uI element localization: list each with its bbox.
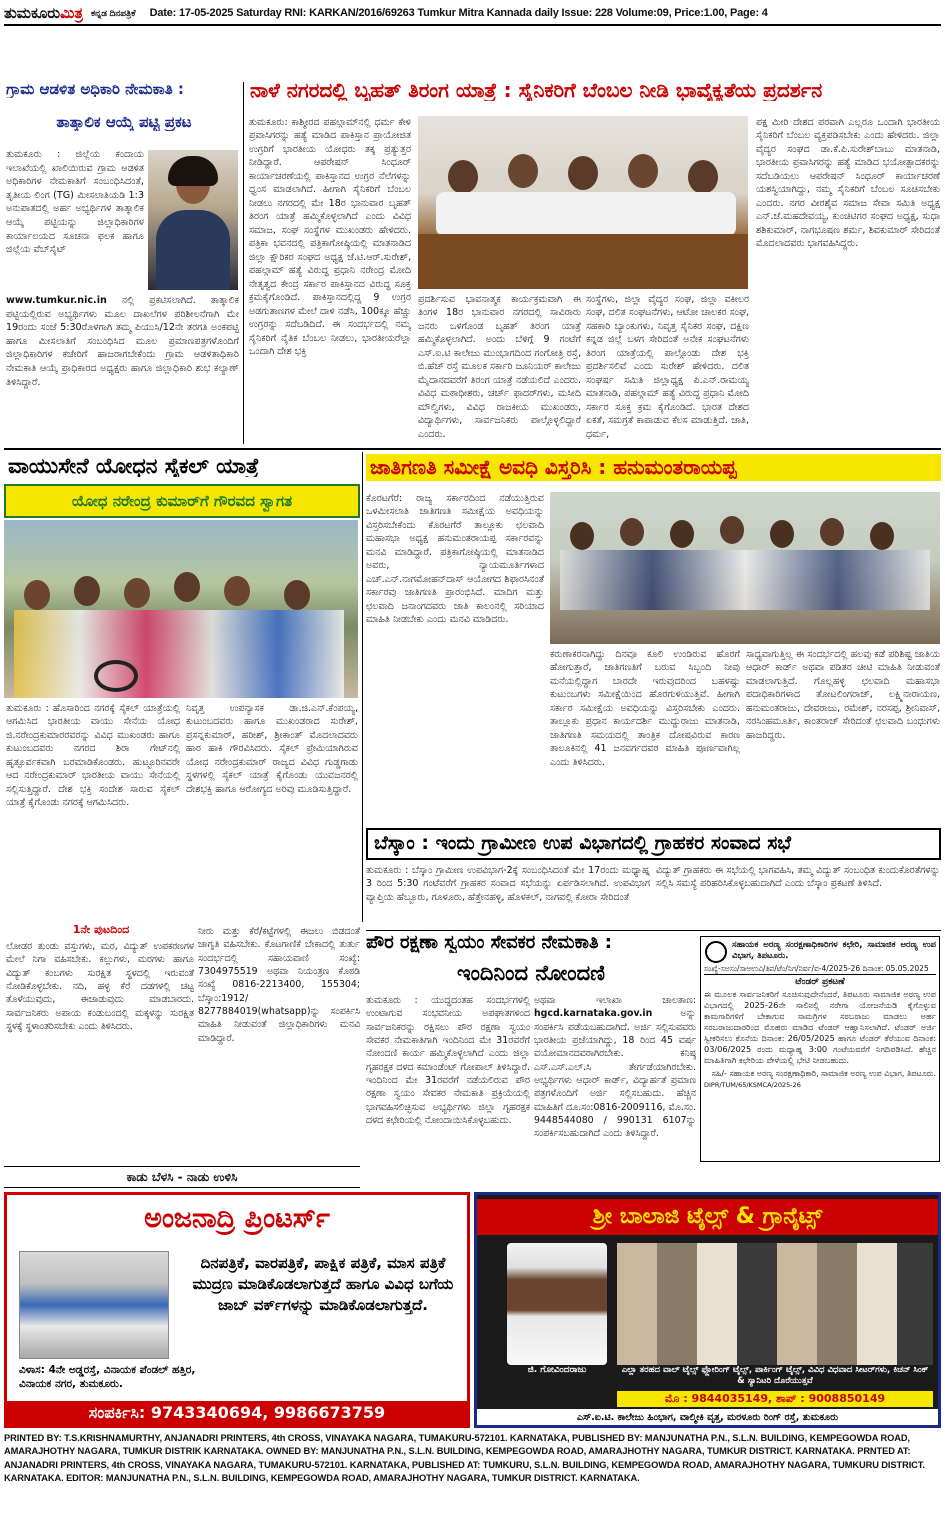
logo-subtitle: ಕನ್ನಡ ದಿನಪತ್ರಿಕೆ [90, 7, 136, 18]
story6-col2-wrap [534, 994, 696, 1162]
story6-col2: ಅನ್ನು ಸಂಪರ್ಕಿಸಿ ಪಡೆಯಬಹುದಾಗಿದೆ. ಅರ್ಜಿ ಸಲ್ಲಿಸುವವರು ಭಾರತೀಯ ಪ್ರಜೆಯಾಗಿದ್ದು, 18 ರಿಂದ 45 ವರ್ಷ ವಯೋಮಾನದವರಾಗಿರಬೇಕು. ಕನಿಷ್ಠ ಎಸ್.ಎಸ್.ಎಲ್.ಸಿ ತೇರ್ಗಡೆಯಾಗಿರಬೇಕು. ಅಭ್ಯರ್ಥಿಗಳು ಆಧಾರ್ ಕಾರ್ಡ್, ವಿದ್ಯಾರ್ಹತೆ ಪ್ರಮಾಣ ಪತ್ರಗಳೊಂದಿಗೆ ಅರ್ಜಿ ಸಲ್ಲಿಸಬಹುದು. ಹೆಚ್ಚಿನ ಮಾಹಿತಿಗೆ ದೂ.ಸಂ:0816-2009116, ಮೊ.ಸಂ. 9448544080 / 990131 6107ನ್ನು ಸಂಪರ್ಕಿಸಬಹುದಾಗಿದೆ ಎಂದು ತಿಳಿಸಿದ್ದಾರೆ. [534, 1008, 696, 1140]
ad1-address: ವಿಳಾಸ: 4ನೇ ಅಡ್ಡರಸ್ತೆ, ವಿನಾಯಕ ಪೆಂಡಲ್ ಹತ್ತಿರ, ವಿನಾಯಕ ನಗರ, ತುಮಕೂರು. [19, 1364, 196, 1391]
masthead [4, 2, 941, 26]
ad1-title: ಅಂಜನಾದ್ರಿ ಪ್ರಿಂಟರ್ಸ್ [144, 1203, 330, 1234]
tender-sign: ಸಹಿ/- ಸಹಾಯಕ ಅರಣ್ಯ ಸಂರಕ್ಷಣಾಧಿಕಾರಿ, ಸಾಮಾಜಿಕ ಅರಣ್ಯ ಉಪ ವಿಭಾಗ, ತಿಪಟೂರು. [711, 1069, 936, 1079]
story7-col1: ಲೋಡರ ತುಂಡು ವಸ್ತುಗಳು, ಮರ, ವಿದ್ಯುತ್ ಉಪಕರಣಗಳ ಮೇಲೆ ನಿಗಾ ವಹಿಸಬೇಕು. ಕಲ್ಲುಗಳು, ಮರಗಳು ಹಾಗೂ ವಿದ್ಯುತ್ ಕಂಬಗಳು ಸುರಕ್ಷಿತ ಸ್ಥಳದಲ್ಲಿ ಇರುವಂತೆ ನೋಡಿಕೊಳ್ಳಬೇಕು. ನದಿ, ಹಳ್ಳ ಕೆರೆ ದಡಗಳಲ್ಲಿ ಚಟ್ಟ ತೊಳೆಯುವುದು, ಈಜಾಡುವುದು ಮಾಡಬಾರದು. ಸಾರ್ವಜನಿಕರು ಅಪಾಯ ಕಂಡುಬಂದಲ್ಲಿ ಮಕ್ಕಳನ್ನು ಸುರಕ್ಷಿತ ಸ್ಥಳಕ್ಕೆ ಸ್ಥಳಾಂತರಿಸಬೇಕು ಎಂದು ತಿಳಿಸಿದರು. [6, 941, 194, 1033]
story3-subhead: ಯೋಧ ನರೇಂದ್ರ ಕುಮಾರ್‌ಗೆ ಗೌರವದ ಸ್ವಾಗತ [71, 492, 293, 510]
ad2-title: ಶ್ರೀ ಬಾಲಾಜಿ ಟೈಲ್ಸ್ & ಗ್ರಾನೈಟ್ಸ್ [477, 1199, 938, 1235]
story4-col2: ಕರುಣಾಕರನಾಗಿದ್ದು ದಿನವೂ ಕೂಲಿ ಉಂಡಿರುವ ಹೊರಗೆ ಹೋಗುತ್ತಾರೆ, ಜಾತಿಗಣತಿಗೆ ಬರುವ ಸಿಬ್ಬಂದಿ ನೀವು ಮನೆಯಲ್ಲಿದ್ದಾಗ ಬಾರದೇ ಇರುವುದರಿಂದ ಬಹಳಷ್ಟು ಕುಟುಂಬಗಳು ಸಮೀಕ್ಷೆಯಿಂದ ಹೊರಗುಳಿಯುತ್ತಿವೆ. ಹೀಗಾಗಿ ಸರ್ಕಾರ ಸಮೀಕ್ಷೆಯ ಅವಧಿಯನ್ನು ವಿಸ್ತರಿಸಬೇಕು ಎಂದರು. ತಾಲ್ಲೂಕು ಪ್ರಧಾನ ಕಾರ್ಯದರ್ಶಿ ಮುದ್ದುರಾಜು ಮಾತನಾಡಿ, ಜಾತಿಗಣತಿ ಸಮಯದಲ್ಲಿ ತಾಂತ್ರಿಕ ದೋಷವಿರುವ ಕಾರಣ ತಾಲೂಕಿನಲ್ಲಿ 41 ಜನವರ್ಗದವರ ಮಾಹಿತಿ ಪೂರ್ಣವಾಗಿಲ್ಲ ಎಂದು ತಿಳಿಸಿದರು. [550, 649, 740, 768]
horizontal-rule [366, 930, 941, 931]
story1-link[interactable]: www.tumkur.nic.in [6, 295, 107, 306]
ad2-owner: ಜಿ. ಗೋವಿಂದರಾಜು [527, 1365, 587, 1375]
story1-body: ನಲ್ಲಿ ಪ್ರಕಟಿಸಲಾಗಿದೆ. ತಾತ್ಕಾಲಿಕ ಪಟ್ಟಿಯಲ್ಲಿರುವ ಅಭ್ಯರ್ಥಿಗಳು ಮೂಲ ದಾಖಲೆಗಳ ಪರಿಶೀಲನೆಗಾಗಿ ಮೇ 19ರಂದು ಸಂಜೆ 5:30ರೊಳಗಾಗಿ ತಮ್ಮ ಪಿಯುಸಿ/12ನೇ ತರಗತಿ ಅಂಕಪಟ್ಟಿ ಹಾಗೂ ಮೀಸಲಾತಿಗೆ ಸಂಬಂಧಿಸಿದ ಮೂಲ ಪ್ರಮಾಣಪತ್ರಗಳೊಂದಿಗೆ ಜಿಲ್ಲಾಧಿಕಾರಿಗಳ ಕಚೇರಿಗೆ ಹಾಜರಾಗಬೇಕೆಂದು ಗ್ರಾಮ ಆಡಳಿತಾಧಿಕಾರಿ ನೇಮಕಾತಿ ಆಯ್ಕೆ ಪ್ರಾಧಿಕಾರದ ಅಧ್ಯಕ್ಷರು ಹಾಗೂ ಜಿಲ್ಲಾಧಿಕಾರಿ ಶುಭ ಕಲ್ಯಾಣ್ ತಿಳಿಸಿದ್ದಾರೆ. [6, 295, 239, 388]
story5-col1: ತುಮಕೂರು : ಬೆಸ್ಕಾಂ ಗ್ರಾಮೀಣ ಉಪವಿಭಾಗ-2ಕ್ಕೆ ಸಂಬಂಧಿಸಿದಂತೆ ಮೇ 17ರಂದು ಮಧ್ಯಾಹ್ನ 3 ರಿಂದ 5:30 ಗಂಟೆವರೆಗೆ ಗ್ರಾಹಕರ ಸಂವಾದ ಸಭೆಯನ್ನು ಏರ್ಪಡಿಸಲಾಗಿದೆ. ಉಪವಿಭಾಗ ವ್ಯಾಪ್ತಿಯ ಹೆಬ್ಬೂರು, ಗೂಳೂರು, ಹೆತ್ತೇನಹಳ್ಳಿ, ಹೊಳಕಲ್, ನಾಗವಲ್ಲಿ ಕೋರಾ ಸೇರಿದಂತೆ [366, 865, 650, 903]
story4-headline: ಜಾತಿಗಣತಿ ಸಮೀಕ್ಷೆ ಅವಧಿ ವಿಸ್ತರಿಸಿ : ಹನುಮಂತರಾಯಪ್ಪ [366, 454, 941, 481]
meeting-photo [550, 492, 940, 644]
slogan: ಕಾಡು ಬೆಳಸಿ - ನಾಡು ಉಳಿಸಿ [126, 1169, 238, 1184]
logo: ತುಮಕೂರುಮಿತ್ರ [4, 4, 83, 22]
story6-headline-1: ಪೌರ ರಕ್ಷಣಾ ಸ್ವಯಂ ಸೇವಕರ ನೇಮಕಾತಿ : [366, 934, 612, 953]
tiles-display [617, 1243, 933, 1365]
column-divider [362, 452, 363, 922]
balaji-tiles-ad [474, 1192, 941, 1428]
tender-title: ಟೆಂಡರ್ ಪ್ರಕಟಣೆ [795, 976, 845, 987]
cycle-yatra-photo [4, 520, 358, 698]
anjanadri-printers-ad [4, 1192, 470, 1428]
ad2-desc: ಎಲ್ಲಾ ತರಹದ ವಾಲ್ ಟೈಲ್ಸ್ ಫ್ಲೋರಿಂಗ್ ಟೈಲ್ಸ್, ಪಾರ್ಕಿಂಗ್ ಟೈಲ್ಸ್, ವಿವಿಧ ವಿಧವಾದ ಸೀಟರ್‌ಗಳು, ಕಿಚನ್ ಸಿಂಕ್ & ಸ್ಯಾನಿಟರಿ ದೊರೆಯುತ್ತವೆ [621, 1365, 929, 1387]
story2-headline: ನಾಳೆ ನಗರದಲ್ಲಿ ಬೃಹತ್ ತಿರಂಗ ಯಾತ್ರೆ : ಸೈನಿಕರಿಗೆ ಬೆಂಬಲ ನೀಡಿ ಭಾವೈಕ್ಯತೆಯ ಪ್ರದರ್ಶನ [250, 80, 823, 101]
story1-lead: ತುಮಕೂರು : ಜಿಲ್ಲೆಯ ಕಂದಾಯ ಇಲಾಖೆಯಲ್ಲಿ ಖಾಲಿಯಿರುವ ಗ್ರಾಮ ಆಡಳಿತ ಅಧಿಕಾರಿಗಳ ನೇಮಕಾತಿಗೆ ಸಂಬಂಧಿಸಿದಂತೆ, ತೃತೀಯ ಲಿಂಗ (TG) ಮೀಸಲಾತಿಯಡಿ 1:3 ಅನುಪಾತದಲ್ಲಿ ಅರ್ಹ ಅಭ್ಯರ್ಥಿಗಳ ತಾತ್ಕಾಲಿಕ ಆಯ್ಕೆ ಪಟ್ಟಿಯನ್ನು ಜಿಲ್ಲಾಧಿಕಾರಿಗಳ ಕಾರ್ಯಾಲಯದ ಸೂಚನಾ ಫಲಕ ಹಾಗೂ ಜಿಲ್ಲೆಯ ವೆಬ್‌ಸೈಟ್ [6, 149, 144, 256]
story3-col1: ತುಮಕೂರು : ಹೊಸಾರಿಂದ ನಗರಕ್ಕೆ ಸೈಕಲ್ ಯಾತ್ರೆಯಲ್ಲಿ ಆಗಮಿಸಿದ ಭಾರತೀಯ ವಾಯು ಸೇನೆಯ ಯೋಧ ಜಿ.ನರೇಂದ್ರಕುಮಾರರವರನ್ನು ವಿವಿಧ ಮುಖಂಡರು ಹಾಗೂ ಕುಟುಂಬದವರು ನಗರದ ಶಿರಾ ಗೇಟ್‌ನಲ್ಲಿ ಹೃತ್ಪೂರ್ವಕವಾಗಿ ಬರಮಾಡಿಕೊಂಡರು. ಹುಟ್ಟೂರಿನವರೇ ಆದ ನರೇಂದ್ರಕುಮಾರ್ ಭಾರತೀಯ ವಾಯು ಸೇನೆಯಲ್ಲಿ ಸಲ್ಲಿಸುತ್ತಿದ್ದಾರೆ. ದೇಶ ಭಕ್ತಿ ಸಂದೇಶ ಸಾರುವ ಸೈಕಲ್ ಯಾತ್ರೆ ಕೈಗೊಂಡು ನಗರಕ್ಕೆ ಆಗಮಿಸಿದರು. [6, 703, 180, 809]
tender-ref: ಸಂಖ್ಯೆ-ಸಅಸಂ/ಸಾಅಉವಿ/ತಿಪ/ಟೆಂ/ನಿಗ/ನಿರ್ವ/ವ-4/2025-26 ದಿನಾಂಕ: 05.05.2025 [704, 964, 936, 974]
story2-col2: ಪ್ರದರ್ಶಿಸುವ ಭಾವನಾತ್ಮಕ ಕಾರ್ಯಕ್ರಮವಾಗಿ ಈ ತಿಂಗಳ 18ರ ಭಾನುವಾರ ನಗರದಲ್ಲಿ ಸಾವಿರಾರು ಜನರು ಒಳಗೊಂಡ ಬೃಹತ್ ತಿರಂಗ ಯಾತ್ರೆ ಹಮ್ಮಿಕೊಳ್ಳಲಾಗಿದೆ. ಅಂದು ಬೆಳಿಗ್ಗೆ 9 ಗಂಟೆಗೆ ಎಸ್.ಐ.ಟಿ ಕಾಲೇಜು ಮುಂಭಾಗದಿಂದ ಗಂಗೋತ್ರಿ ರಸ್ತೆ, ಬಿ.ಹೆಚ್ ರಸ್ತೆ ಮೂಲಕ ಸರ್ಕಾರಿ ಜೂನಿಯರ್ ಕಾಲೇಜು ಮೈದಾನದವರೆಗೆ ತಿರಂಗ ಯಾತ್ರೆ ನಡೆಯಲಿದೆ ಎಂದರು. ವಿವಿಧ ಮಠಾಧೀಶರು, ಚರ್ಚ್ ಫಾದರ್‌ಗಳು, ಮಸೀದಿ ಮೌಲ್ವಿಗಳು, ವಿವಿಧ ರಾಜಕೀಯ ಮುಖಂಡರು, ವಿದ್ಯಾರ್ಥಿಗಳು, ಸಾರ್ವಜನಿಕರು ಪಾಲ್ಗೊಳ್ಳಲಿದ್ದಾರೆ ಎಂದರು. [418, 294, 581, 440]
story2-col1: ತುಮಕೂರು: ಕಾಶ್ಮೀರದ ಪಹಲ್ಗಾಮ್‌ನಲ್ಲಿ ಧರ್ಮ ಕೇಳಿ ಪ್ರವಾಸಿಗರನ್ನು ಹತ್ಯೆ ಮಾಡಿದ ಪಾಕಿಸ್ತಾನ ಪ್ರಾಯೋಜಿತ ಉಗ್ರರಿಗೆ ಭಾರತೀಯ ಯೋಧರು ತಕ್ಕ ಪ್ರತ್ಯುತ್ತರ ನೀಡಿದ್ದಾರೆ. ಆಪರೇಷನ್ ಸಿಂಧೂರ್ ಕಾರ್ಯಾಚರಣೆಯಲ್ಲಿ ಪಾಕಿಸ್ತಾನದ ಉಗ್ರರ ನೆಲೆಗಳನ್ನು ಧ್ವಂಸ ಮಾಡಲಾಗಿದೆ. ಹೀಗಾಗಿ ಸೈನಿಕರಿಗೆ ಬೆಂಬಲ ನೀಡಲು ನಗರದಲ್ಲಿ ಮೇ 18ರ ಭಾನುವಾರ ಬೃಹತ್ ತಿರಂಗ ಯಾತ್ರೆ ಹಮ್ಮಿಕೊಳ್ಳಲಾಗಿದೆ ಎಂದು ವಿವಿಧ ಸಮಾಜ, ಸಂಘ ಸಂಸ್ಥೆಗಳ ಮುಖಂಡರು ಹೇಳಿದರು. ಪತ್ರಿಕಾ ಭವನದಲ್ಲಿ ಪತ್ರಿಕಾಗೋಷ್ಠಿಯಲ್ಲಿ ಮಾತನಾಡಿದ ಜಿಲ್ಲಾ ಕ್ಷೌರಿಕರ ಸಂಘದ ಅಧ್ಯಕ್ಷ ಜೆ.ಟಿ.ಆರ್.ಸುರೇಶ್, ಪಹಲ್ಗಾಮ್ ಹತ್ಯೆ ವಿರುದ್ಧ ಪ್ರಧಾನಿ ನರೇಂದ್ರ ಮೋದಿ ನೇತೃತ್ವದ ಕೇಂದ್ರ ಸರ್ಕಾರ ಪಾಕಿಸ್ತಾನದ ವಿರುದ್ಧ ಸೂಕ್ತ ಕ್ರಮಕೈಗೊಂಡಿದೆ. ಪಾಕಿಸ್ತಾನದಲ್ಲಿದ್ದ 9 ಉಗ್ರರ ಅಡಗುತಾಣಗಳ ಮೇಲೆ ದಾಳಿ ನಡೆಸಿ, 100ಕ್ಕೂ ಹೆಚ್ಚು ಉಗ್ರರನ್ನು ಸದೆಬಡಿದಿದೆ. ಈ ಸಂದರ್ಭದಲ್ಲಿ ನಮ್ಮ ಸೈನಿಕರಿಗೆ ನೈತಿಕ ಬೆಂಬಲ ನೀಡಲು, ಭಾರತೀಯರೆಲ್ಲಾ ಒಂದಾಗಿ ದೇಶ ಭಕ್ತಿ [249, 117, 411, 358]
printer-shop-photo [19, 1251, 169, 1359]
horizontal-rule [4, 448, 941, 450]
slogan-band [4, 1166, 360, 1188]
owner-photo [507, 1243, 607, 1365]
story4-col1: ಕೊರಟಗೆರೆ: ರಾಜ್ಯ ಸರ್ಕಾರದಿಂದ ನಡೆಯುತ್ತಿರುವ ಒಳಮೀಸಲಾತಿ ಜಾತಿಗಣತಿ ಸಮೀಕ್ಷೆಯ ಅವಧಿಯನ್ನು ವಿಸ್ತರಿಸಬೇಕೆಂದು ಕೊರಟಗೆರೆ ತಾಲ್ಲೂಕು ಛಲವಾದಿ ಮಹಾಸಭಾ ಅಧ್ಯಕ್ಷ ಹನುಮಂತರಾಯಪ್ಪ ಸರ್ಕಾರವನ್ನು ಮನವಿ ಮಾಡಿದ್ದಾರೆ. ಪತ್ರಿಕಾಗೋಷ್ಠಿಯಲ್ಲಿ ಮಾತನಾಡಿದ ಅವರು, ನ್ಯಾಯಮೂರ್ತಿಗಳಾದ ಎಚ್.ಎನ್.ನಾಗಮೋಹನ್‌ದಾಸ್ ಆಯೋಗದ ಶಿಫಾರಸಿನಂತೆ ಸರ್ಕಾರವು ಜಾತಿಗಣತಿ ಪ್ರಾರಂಭಿಸಿದೆ. ಮಾದಿಗ ಮತ್ತು ಛಲವಾದಿ ಜನಾಂಗದವರು ಜಾತಿ ಕಾಲಂನಲ್ಲಿ ಸರಿಯಾದ ಮಾಹಿತಿ ನೀಡಬೇಕು ಎಂದು ಮನವಿ ಮಾಡಿದರು. [366, 493, 544, 626]
print-line: PRINTED BY: T.S.KRISHNAMURTHY, ANJANADRI PRINTERS, 4th CROSS, VINAYAKA NAGARA, TUMAKURU-572101. KARNATAKA, PUBLISHED BY: MANJUNATHA P.N., S.L.N. BUILDING, KEMPEGOWDA ROAD, AMARAJHOTHY NAGARA, TUMKUR DISTRIK KARNATAKA. OWNED BY: MANJUNATHA P.N., S.L.N. BUILDING, KEMPEGOWDA ROAD, AMARAJHOTHY NAGARA, TUMKUR DISTRICT. KARNATAKA. PRNTED AT: ANJANADRI PRINTERS, 4th CROSS, VINAYAKA NAGARA, TUMAKURU-572101. KARNATAKA, PUBLISHED AT: TUMKURU, S.L.N. BUILDING, KEMPEGOWDA ROAD, AMARAJHOTHY NAGARA, TUMKURU DISTRICT. KARNATAKA. EDITOR: MANJUNATHA P.N., S.L.N. BUILDING, KEMPEGOWDA ROAD, AMARAJHOTHY NAGARA, TUMKUR DISTRICT. KARNATAKA. [4, 1433, 925, 1484]
story4-col3: ಸಾಧ್ಯವಾಗುತ್ತಿಲ್ಲ ಈ ಸಂದರ್ಭದಲ್ಲಿ ಹಲವು ಕಡೆ ಪರಿಶಿಷ್ಟ ಜಾತಿಯ ಆಧಾರ್ ಕಾರ್ಡ್ ಅಥವಾ ಪಡಿತರ ಚೀಟಿ ಮಾಹಿತಿ ನೀಡುವಂತೆ ಮಾಡಲಾಗುತ್ತಿದೆ. ಗೊಲ್ಲಹಳ್ಳಿ ಛಲವಾದಿ ಮಹಾಸಭಾ ಪದಾಧಿಕಾರಿಗಳಾದ ತೋಟಲಿಂಗರಾಜ್, ಲಕ್ಷ್ಮಿನಾರಾಯಣ, ಹನುಮಂತರಾಜು, ದೇವರಾಜು, ರಮೇಶ್, ನರಸಪ್ಪ, ಶ್ರೀನಿವಾಸ್, ನರಸಿಂಹಮೂರ್ತಿ, ಕಾಂತರಾಜ್ ಸೇರಿದಂತೆ ಛಲವಾದಿ ಬಂಧುಗಳು ಹಾಜರಿದ್ದರು. [746, 649, 940, 741]
story2-col3: ಸಂಸ್ಥೆಗಳು, ಜಿಲ್ಲಾ ವೈದ್ಯರ ಸಂಘ, ಜಿಲ್ಲಾ ವಕೀಲರ ಸಂಘ, ದಲಿತ ಸಂಘಟನೆಗಳು, ಆಟೋ ಚಾಲಕರ ಸಂಘ, ಸಹಕಾರಿ ಬ್ಯಾಂಕುಗಳು, ನಿವೃತ್ತ ಸೈನಿಕರ ಸಂಘ, ದಕ್ಷಿಣ ಕನ್ನಡ ಜಿಲ್ಲೆ ಬಳಗ ಸೇರಿದಂತೆ ಅನೇಕ ಸಂಘಟನೆಗಳು ತಿರಂಗ ಯಾತ್ರೆಯಲ್ಲಿ ಪಾಲ್ಗೊಂಡು ದೇಶ ಭಕ್ತಿ ಪ್ರದರ್ಶಿಸಲಿವೆ ಎಂದು ಸುರೇಶ್ ಹೇಳಿದರು. ದಲಿತ ಸಂಘರ್ಷ ಸಮಿತಿ ಜಿಲ್ಲಾಧ್ಯಕ್ಷ ಪಿ.ಎನ್.ರಾಮಯ್ಯ ಮಾತನಾಡಿ, ಪಹಲ್ಗಾಮ್ ಹತ್ಯೆ ವಿರುದ್ಧ ಪ್ರಧಾನಿ ಮೋದಿ ಸರ್ಕಾರ ಸೂಕ್ತ ಕ್ರಮ ಕೈಗೊಂಡಿದೆ. ಭಾರತ ದೇಶದ ಏಕತೆ, ಸಮಗ್ರತೆ ಕಾಪಾಡುವ ಕೆಲಸ ಮಾಡುತ್ತಿದೆ. ಜಾತಿ, ಧರ್ಮ, [586, 294, 749, 440]
story1-body-wrap [6, 294, 239, 444]
story3-subhead-band [4, 484, 360, 518]
ad1-services: ದಿನಪತ್ರಿಕೆ, ವಾರಪತ್ರಿಕೆ, ಪಾಕ್ಷಿಕ ಪತ್ರಿಕೆ, ಮಾಸ ಪತ್ರಿಕೆ ಮುದ್ರಣ ಮಾಡಿಕೊಡಲಾಗುತ್ತದೆ ಹಾಗೂ ವಿವಿಧ ಬಗೆಯ ಜಾಬ್ ವರ್ಕ್‌ಗಳನ್ನು ಮಾಡಿಕೊಡಲಾಗುತ್ತದೆ. [192, 1254, 454, 1314]
tender-header: ಸಹಾಯಕ ಅರಣ್ಯ ಸಂರಕ್ಷಣಾಧಿಕಾರಿಗಳ ಕಛೇರಿ, ಸಾಮಾಜಿಕ ಅರಣ್ಯ ಉಪ ವಿಭಾಗ, ತಿಪಟೂರು. [732, 940, 936, 961]
story6-col1: ತುಮಕೂರು : ಯುದ್ಧದಂತಹ ಸಂದರ್ಭಗಳಲ್ಲಿ ಉಂಟಾಗುವ ಸಂಭವನೀಯ ಅಪಘಾತಗಳಿಂದ ಸಾರ್ವಜನಿಕರನ್ನು ರಕ್ಷಿಸಲು ಪೌರ ರಕ್ಷಣಾ ಸ್ವಯಂ ಸೇವಕರ ನೇಮಕಾತಿಗಾಗಿ ಇಂದಿನಿಂದ ಮೇ 31ರವರೆಗೆ ನೋಂದಣಿ ಕಾರ್ಯ ಹಮ್ಮಿಕೊಳ್ಳಲಾಗಿದೆ ಎಂದು ಜಿಲ್ಲಾ ಗೃಹರಕ್ಷಕ ದಳದ ಕಮಾಂಡೆಂಟ್ ಗೋಪಾಲ್ ತಿಳಿಸಿದ್ದಾರೆ. ಇಂದಿನಿಂದ ಮೇ 31ರವರೆಗೆ ನಡೆಯಲಿರುವ ಪೌರ ರಕ್ಷಣಾ ಸ್ವಯಂ ಸೇವಕರ ನೇಮಕಾತಿ ಪ್ರಕ್ರಿಯೆಯಲ್ಲಿ ಭಾಗವಹಿಸಲಿಚ್ಛಿಸುವ ಅಭ್ಯರ್ಥಿಗಳು ಜಿಲ್ಲಾ ಗೃಹರಕ್ಷಕ ದಳದ ಕಛೇರಿಯಲ್ಲಿ ನೋಂದಾಯಿಸಿಕೊಳ್ಳಬಹುದು. [366, 995, 530, 1127]
story7-col2: ನೀರು ಮತ್ತು ಕೆರೆ/ಕಟ್ಟೆಗಳಲ್ಲಿ ಈಜಲು ಬಿಡದಂತೆ ಜಾಗೃತಿ ವಹಿಸಬೇಕು. ಕೊಟಗಾಣಿಕೆ ಬೇಕಾದಲ್ಲಿ ತುರ್ತು ಸಂದರ್ಭದಲ್ಲಿ ಸಹಾಯವಾಣಿ ಸಂಖ್ಯೆ: 7304975519 ಅಥವಾ ನಿಯಂತ್ರಣ ಕೊಠಡಿ ಸಂಖ್ಯೆ 0816-2213400, 155304; ಬೆಸ್ಕಾಂ:1912/ 8277884019(whatsapp)ನ್ನು ಸಂಪರ್ಕಿಸಿ ಮಾಹಿತಿ ನೀಡುವಂತೆ ಜಿಲ್ಲಾಧಿಕಾರಿಗಳು ಮನವಿ ಮಾಡಿದ್ದಾರೆ. [198, 926, 360, 1044]
story1-subhead: ತಾತ್ಕಾಲಿಕ ಆಯ್ಕೆ ಪಟ್ಟಿ ಪ್ರಕಟ [56, 115, 192, 131]
press-meet-photo [418, 116, 748, 289]
tender-emblem [705, 941, 727, 963]
story1-headline: ಗ್ರಾಮ ಆಡಳಿತ ಅಧಿಕಾರಿ ನೇಮಕಾತಿ : [6, 82, 184, 98]
story3-headline: ವಾಯುಸೇನೆ ಯೋಧನ ಸೈಕಲ್ ಯಾತ್ರೆ [8, 455, 259, 478]
story6-headline-2: ಇಂದಿನಿಂದ ನೋಂದಣಿ [456, 962, 606, 985]
tender-dipr: DIPR/TUM/65/KSMCA/2025-26 [704, 1081, 801, 1090]
story3-col2: ನಿವೃತ್ತ ಉಪನ್ಯಾಸಕ ಡಾ.ಜಿ.ಎನ್.ಕೆಂಪಯ್ಯ, ಕುಟುಂಬದವರು ಹಾಗೂ ಮುಖಂಡರಾದ ಸುರೇಶ್, ಪ್ರಸನ್ನಕುಮಾರ್, ಹರೀಶ್, ಶ್ರೀಕಾಂತ್ ಮೊದಲಾದವರು ಹಾರ ಹಾಕಿ ಗೌರವಿಸಿದರು. ಸೈಕಲ್ ಪ್ರೇಮಿಯಾಗಿರುವ ಯೋಧ ನರೇಂದ್ರಕುಮಾರ್ ರಾಜ್ಯದ ವಿವಿಧ ಗುಡ್ಡಗಾಡು ಸ್ಥಳಗಳಲ್ಲಿ ಸೈಕಲ್ ಯಾತ್ರೆ ಕೈಗೊಂಡು ಯುವಜನರಲ್ಲಿ ದೇಶಭಕ್ತಿ ಹಾಗೂ ಆರೋಗ್ಯದ ಅರಿವು ಮೂಡಿಸುತ್ತಿದ್ದಾರೆ. [186, 703, 358, 795]
masthead-meta: Date: 17-05-2025 Saturday RNI: KARKAN/2016/69263 Tumkur Mitra Kannada daily Issue: 228 Volume:09, Price:1.00, Page: 4 [149, 7, 768, 19]
column-divider [243, 82, 244, 444]
story7-title: 1ನೇ ಪುಟದಿಂದ [72, 924, 130, 936]
officer-photo [148, 150, 238, 290]
tender-body: ಈ ಮೂಲಕ ಸಾರ್ವಜನಿಕರಿಗೆ ಸೂಚಿಸುವುದೇನೆಂದರೆ, ತಿಪಟೂರು ಸಾಮಾಜಿಕ ಅರಣ್ಯ ಉಪ ವಿಭಾಗದಲ್ಲಿ 2025-26ನೇ ಸಾಲಿನಲ್ಲಿ ನರೇಗಾ ಯೋಜನೆಯಡಿ ಕೈಗೊಳ್ಳುವ ಕಾಮಗಾರಿಗಳಿಗೆ ಬೇಕಾಗುವ ಸಾಮಗ್ರಿಗಳ ಸರಬರಾಜು ಮಾಡಲು ಅರ್ಹ ಸರಬರಾಜುದಾರರಿಂದ ಮೊಹರು ಮಾಡಿದ ಟೆಂಡರ್ ಆಹ್ವಾನಿಸಲಾಗಿದೆ. ಟೆಂಡರ್ ಅರ್ಜಿ ಸ್ವೀಕರಿಸಲು ಕೊನೆಯ ದಿನಾಂಕ: 26/05/2025 ಹಾಗೂ ಟೆಂಡರ್ ತೆರೆಯುವ ದಿನಾಂಕ: 03/06/2025 ರಂದು ಮಧ್ಯಾಹ್ನ 3:00 ಗಂಟೆಯವರೆಗೆ ನಿಗದಿಪಡಿಸಿದೆ. ಹೆಚ್ಚಿನ ಮಾಹಿತಿಗಾಗಿ ಕಛೇರಿಯ ವೇಳೆಯಲ್ಲಿ ಭೇಟಿ ನೀಡಬಹುದು. [704, 988, 936, 1065]
story5-col2: ವಿದ್ಯುತ್ ಗ್ರಾಹಕರು ಈ ಸಭೆಯಲ್ಲಿ ಭಾಗವಹಿಸಿ, ತಮ್ಮ ವಿದ್ಯುತ್ ಸಂಬಂಧಿತ ಕುಂದುಕೊರತೆಗಳನ್ನು ಸಲ್ಲಿಸಿ ಸಮಸ್ಯೆ ಪರಿಹರಿಸಿಕೊಳ್ಳಬಹುದಾಗಿದೆ ಎಂದು ಬೆಸ್ಕಾಂ ಪ್ರಕಟಣೆ ತಿಳಿಸಿದೆ. [656, 865, 940, 890]
story5-headline: ಬೆಸ್ಕಾಂ : ಇಂದು ಗ್ರಾಮೀಣ ಉಪ ವಿಭಾಗದಲ್ಲಿ ಗ್ರಾಹಕರ ಸಂವಾದ ಸಭೆ [366, 828, 941, 860]
tender-notice [700, 936, 940, 1162]
ad2-phone: ಮೊ : 9844035149, ಶಾಪ್ : 9008850149 [617, 1391, 933, 1407]
ad2-address: ಎಸ್.ಐ.ಟಿ. ಕಾಲೇಜು ಹಿಂಭಾಗ, ವಾಲ್ಮೀಕಿ ವೃತ್ತ, ಮರಳೂರು ರಿಂಗ್ ರಸ್ತೆ, ತುಮಕೂರು [477, 1409, 938, 1426]
story6-col2-lead: ಅಥವಾ ಇಲಾಖಾ ಜಾಲತಾಣ: [534, 995, 696, 1006]
story6-link[interactable]: hgcd.karnataka.gov.in [534, 1008, 653, 1020]
ad1-contact: ಸಂಪರ್ಕಿಸಿ: 9743340694, 9986673759 [7, 1401, 467, 1425]
story2-col4: ಪಕ್ಷ ಮೀರಿ ದೇಶದ ಪರವಾಗಿ ಎಲ್ಲರೂ ಒಂದಾಗಿ ಭಾರತೀಯ ಸೈನಿಕರಿಗೆ ಬೆಂಬಲ ವ್ಯಕ್ತಪಡಿಸಬೇಕು ಎಂದು ಹೇಳಿದರು. ಜಿಲ್ಲಾ ವೈದ್ಯರ ಸಂಘದ ಡಾ.ಕೆ.ಪಿ.ಸುರೇಶ್‌ಬಾಬು ಮಾತನಾಡಿ, ಭಾರತೀಯ ಪ್ರವಾಸಿಗರನ್ನು ಹತ್ಯೆ ಮಾಡಿದ ಭಯೋತ್ಪಾದಕರನ್ನು ಸದೆಬಡಿಯಲು ಆಪರೇಷನ್ ಸಿಂಧೂರ್ ಕಾರ್ಯಾಚರಣೆ ಯಶಸ್ವಿಯಾಗಿದ್ದು, ನಮ್ಮ ಸೈನಿಕರಿಗೆ ಬೆಂಬಲ ಸೂಚಿಸಬೇಕು ಎಂದರು. ನಗರ ವೀರಶೈವ ಸಮಾಜ ಸೇವಾ ಸಮಿತಿ ಅಧ್ಯಕ್ಷ ಎನ್.ಜೆ.ಮಹದೇವಯ್ಯ, ಕುಂಚಿಟಿಗರ ಸಂಘದ ಅಧ್ಯಕ್ಷ, ಸುಧಾ ಶಶಿಕುಮಾರ್, ನಾಗಭೂಷಣ ಶರ್ಮ, ಶಿವಕುಮಾರ್ ಸೇರಿದಂತೆ ಮೊದಲಾದವರು ಭಾಗವಹಿಸಿದ್ದರು. [756, 117, 940, 250]
